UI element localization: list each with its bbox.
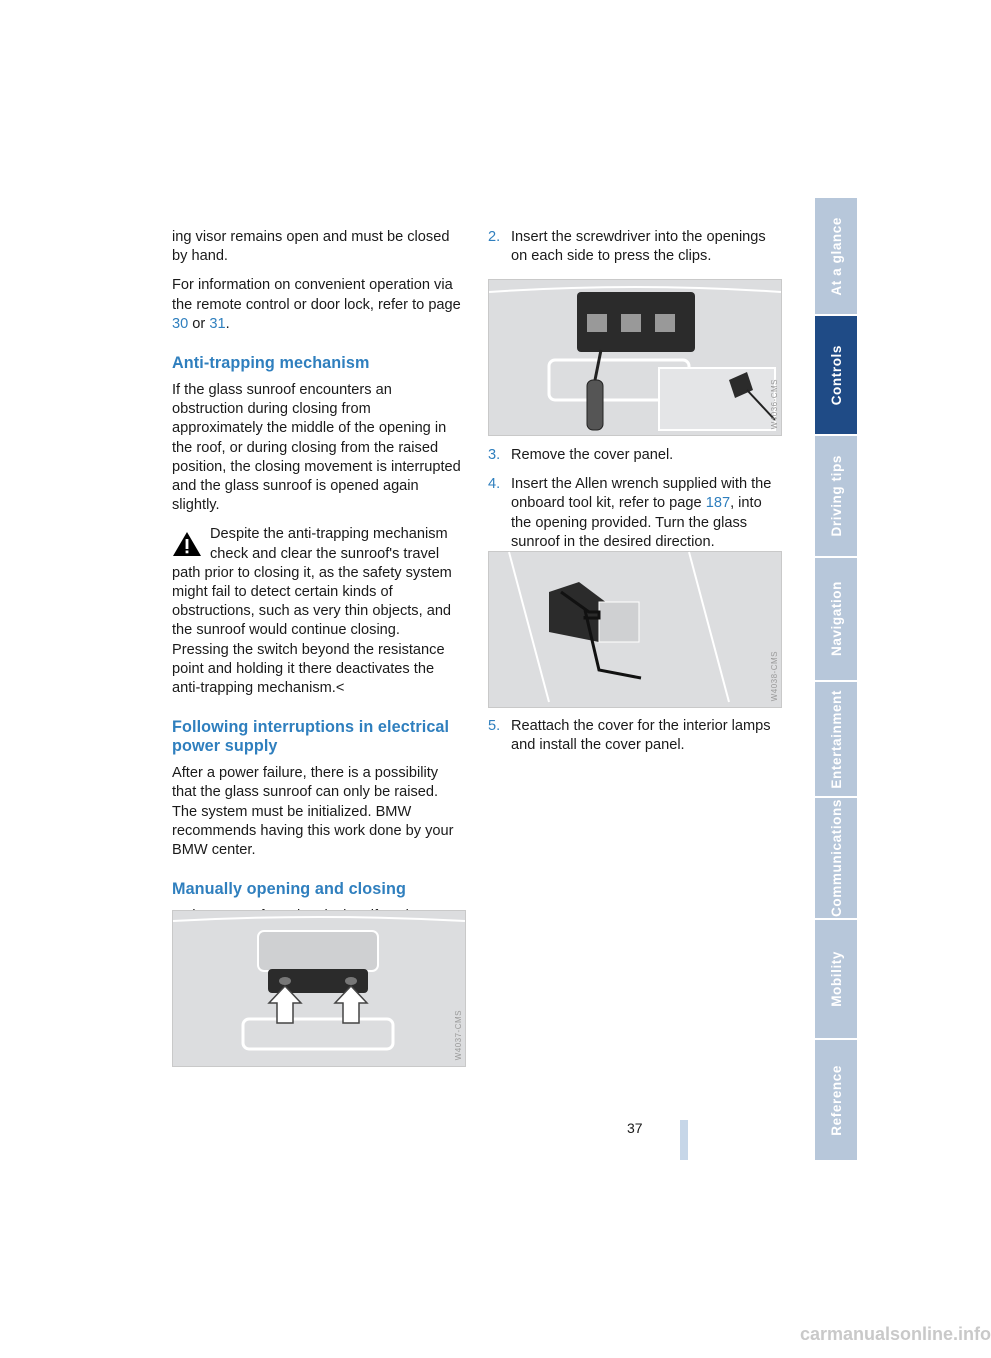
page-link-187[interactable]: 187 [705,495,731,512]
step-3: 3. Remove the cover panel. [488,446,780,465]
tab-mobility[interactable]: Mobility [815,920,857,1038]
tab-driving-tips[interactable]: Driving tips [815,436,857,556]
right-column [488,228,780,276]
warning-text-2: Pressing the switch beyond the resistance point and holding it there deactivates the anti-trapping mechanism. [172,641,445,697]
tab-communications[interactable]: Communications [815,798,857,918]
figure-code: W4036-CMS [770,378,779,429]
watermark: carmanualsonline.info [800,1324,991,1344]
step-number: 5. [488,718,501,734]
tab-reference[interactable]: Reference [815,1040,857,1160]
step-number: 3. [488,447,501,463]
tab-controls[interactable]: Controls [815,316,857,434]
warning-triangle-icon [172,531,202,557]
step-4: 4. Insert the Allen wrench supplied with the onboard tool kit, refer to page 187, into the opening provided. Turn the glass sunroof in the desired direction. [488,476,772,550]
figure-screwdriver [488,279,782,436]
heading-anti-trapping: Anti-trapping mechanism [172,354,370,373]
allen-wrench-illustration [489,552,781,707]
heading-manual: Manually opening and closing [172,880,406,899]
right-column-bottom [488,717,780,765]
figure-code: W4038-CMS [770,650,779,701]
figure-code: W4037-CMS [454,1009,463,1060]
warning-note [172,525,465,698]
warning-text: Despite the anti-trapping mechanism check and clear the sunroof's travel path prior to closing it, as the safety system might fail to detect certain kinds of obstructions, such as very thin objects, and the sunroof would continue closing. [172,526,452,639]
screwdriver-illustration [489,280,781,435]
tab-at-a-glance[interactable]: At a glance [815,198,857,314]
step-2: 2. Insert the screwdriver into the openings on each side to press the clips. [488,229,766,265]
figure-cover-clips [172,910,466,1067]
right-column-lower [488,446,780,562]
step-5: 5. Reattach the cover for the interior lamps and install the cover panel. [488,718,771,754]
page-link-31[interactable]: 31 [209,315,226,332]
page-number: 37 [627,1120,643,1136]
tab-entertainment[interactable]: Entertainment [815,682,857,796]
power-paragraph: After a power failure, there is a possibility that the glass sunroof can only be raised. The system must be initialized. BMW recommends having this work done by your BMW center. [172,765,454,859]
step-number: 4. [488,476,501,493]
lamp-cover-illustration [173,911,465,1066]
anti-trapping-paragraph: If the glass sunroof encounters an obstruction during closing from approximately the middle of the opening in the roof, or during closing from the raised position, the closing movement is interrupted and the glass sunroof is opened again slightly. [172,382,461,514]
warning-end-mark: < [335,680,345,697]
heading-power-supply: Following interruptions in electrical power supply [172,718,450,756]
figure-allen-wrench [488,551,782,708]
step-number: 2. [488,229,501,245]
intro-paragraph-1: ing visor remains open and must be closed by hand. [172,229,450,265]
tab-navigation[interactable]: Navigation [815,558,857,680]
page-link-30[interactable]: 30 [172,315,189,332]
section-tab-bar [815,198,857,1160]
intro-paragraph-2: For information on convenient operation via the remote control or door lock, refer to page 30 or 31. [172,277,461,332]
page-number-bar [680,1120,688,1160]
left-column [172,228,465,1023]
